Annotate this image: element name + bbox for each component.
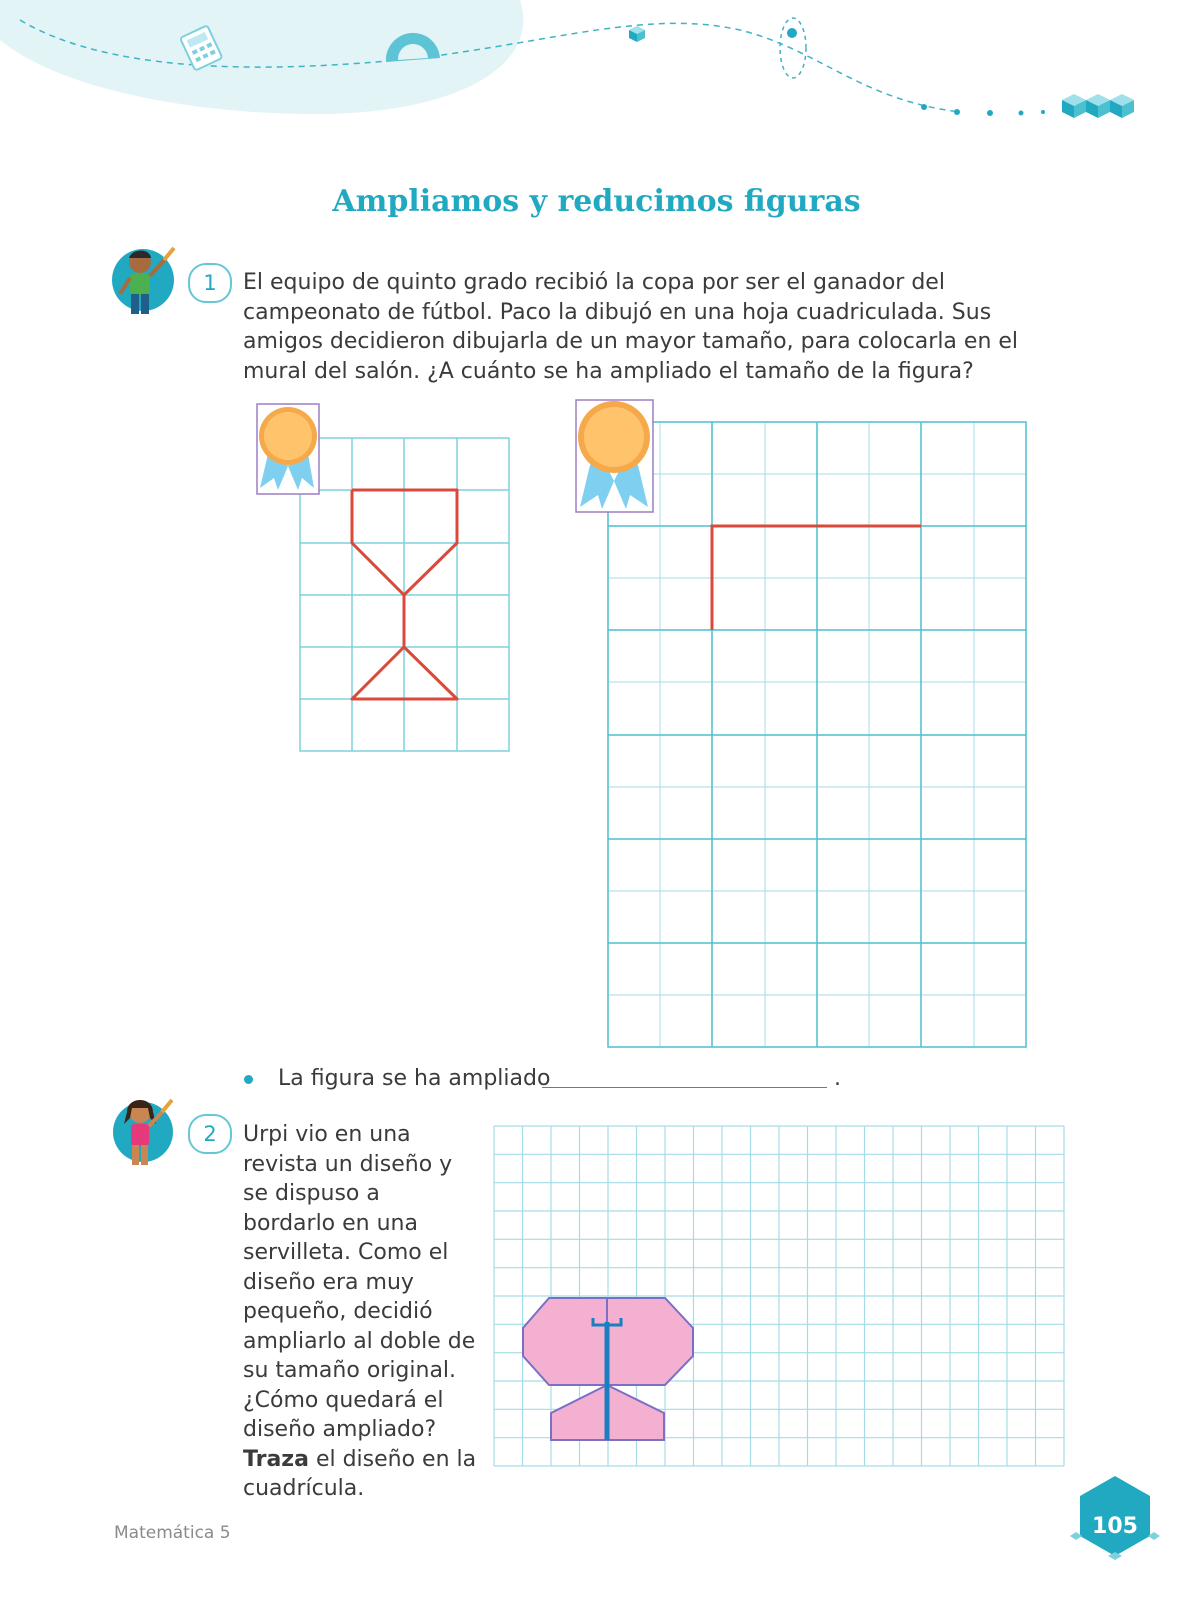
medal-icon <box>257 404 319 494</box>
exercise-2-bold-word: Traza <box>243 1446 309 1472</box>
cube-icon <box>629 26 645 42</box>
girl-character <box>112 1096 184 1172</box>
butterfly-upper-right-wing <box>607 1298 693 1385</box>
cubes-icon <box>1062 94 1134 118</box>
exercise-1-answer-prompt: La figura se ha ampliado <box>278 1066 551 1091</box>
butterfly-figure <box>523 1298 693 1440</box>
large-cup-grid <box>570 395 1035 1055</box>
small-cup-grid <box>250 398 520 758</box>
butterfly-upper-left-wing <box>523 1298 607 1385</box>
answer-blank[interactable] <box>542 1087 827 1088</box>
exercise-2-number: 2 <box>188 1114 232 1154</box>
book-title: Matemática 5 <box>114 1523 231 1543</box>
page-number: 105 <box>1092 1514 1138 1539</box>
boy-character <box>112 246 184 324</box>
exercise-2-text-end: el diseño en la cuadrícula. <box>243 1446 477 1501</box>
large-grid-main-lines <box>608 422 1026 1047</box>
exercise-2-text-main: Urpi vio en una revista un diseño y se dispuso a bordarlo en una servilleta. Como el diseño era muy pequeño, decidió ampliarlo al doble de su tamaño original. ¿Cómo quedará el diseño ampliado? <box>243 1122 476 1442</box>
page-title: Ampliamos y reducimos figuras <box>332 184 861 219</box>
medal-icon <box>576 400 653 512</box>
header-decoration <box>0 0 1193 140</box>
exercise-2-text <box>243 1120 478 1504</box>
bullet-dot <box>244 1075 253 1084</box>
answer-period: . <box>834 1066 841 1091</box>
butterfly-grid[interactable] <box>490 1122 1070 1474</box>
exercise-1-number: 1 <box>188 263 232 303</box>
butterfly-lower-right-wing <box>607 1385 664 1440</box>
exercise-1-text: El equipo de quinto grado recibió la copa por ser el ganador del campeonato de fútbol. Paco la dibujó en una hoja cuadriculada. Sus amigos decidieron dibujarla de un mayor tamaño, para colocarla en el mural del salón. ¿A cuánto se ha ampliado el tamaño de la figura? <box>243 270 1019 384</box>
